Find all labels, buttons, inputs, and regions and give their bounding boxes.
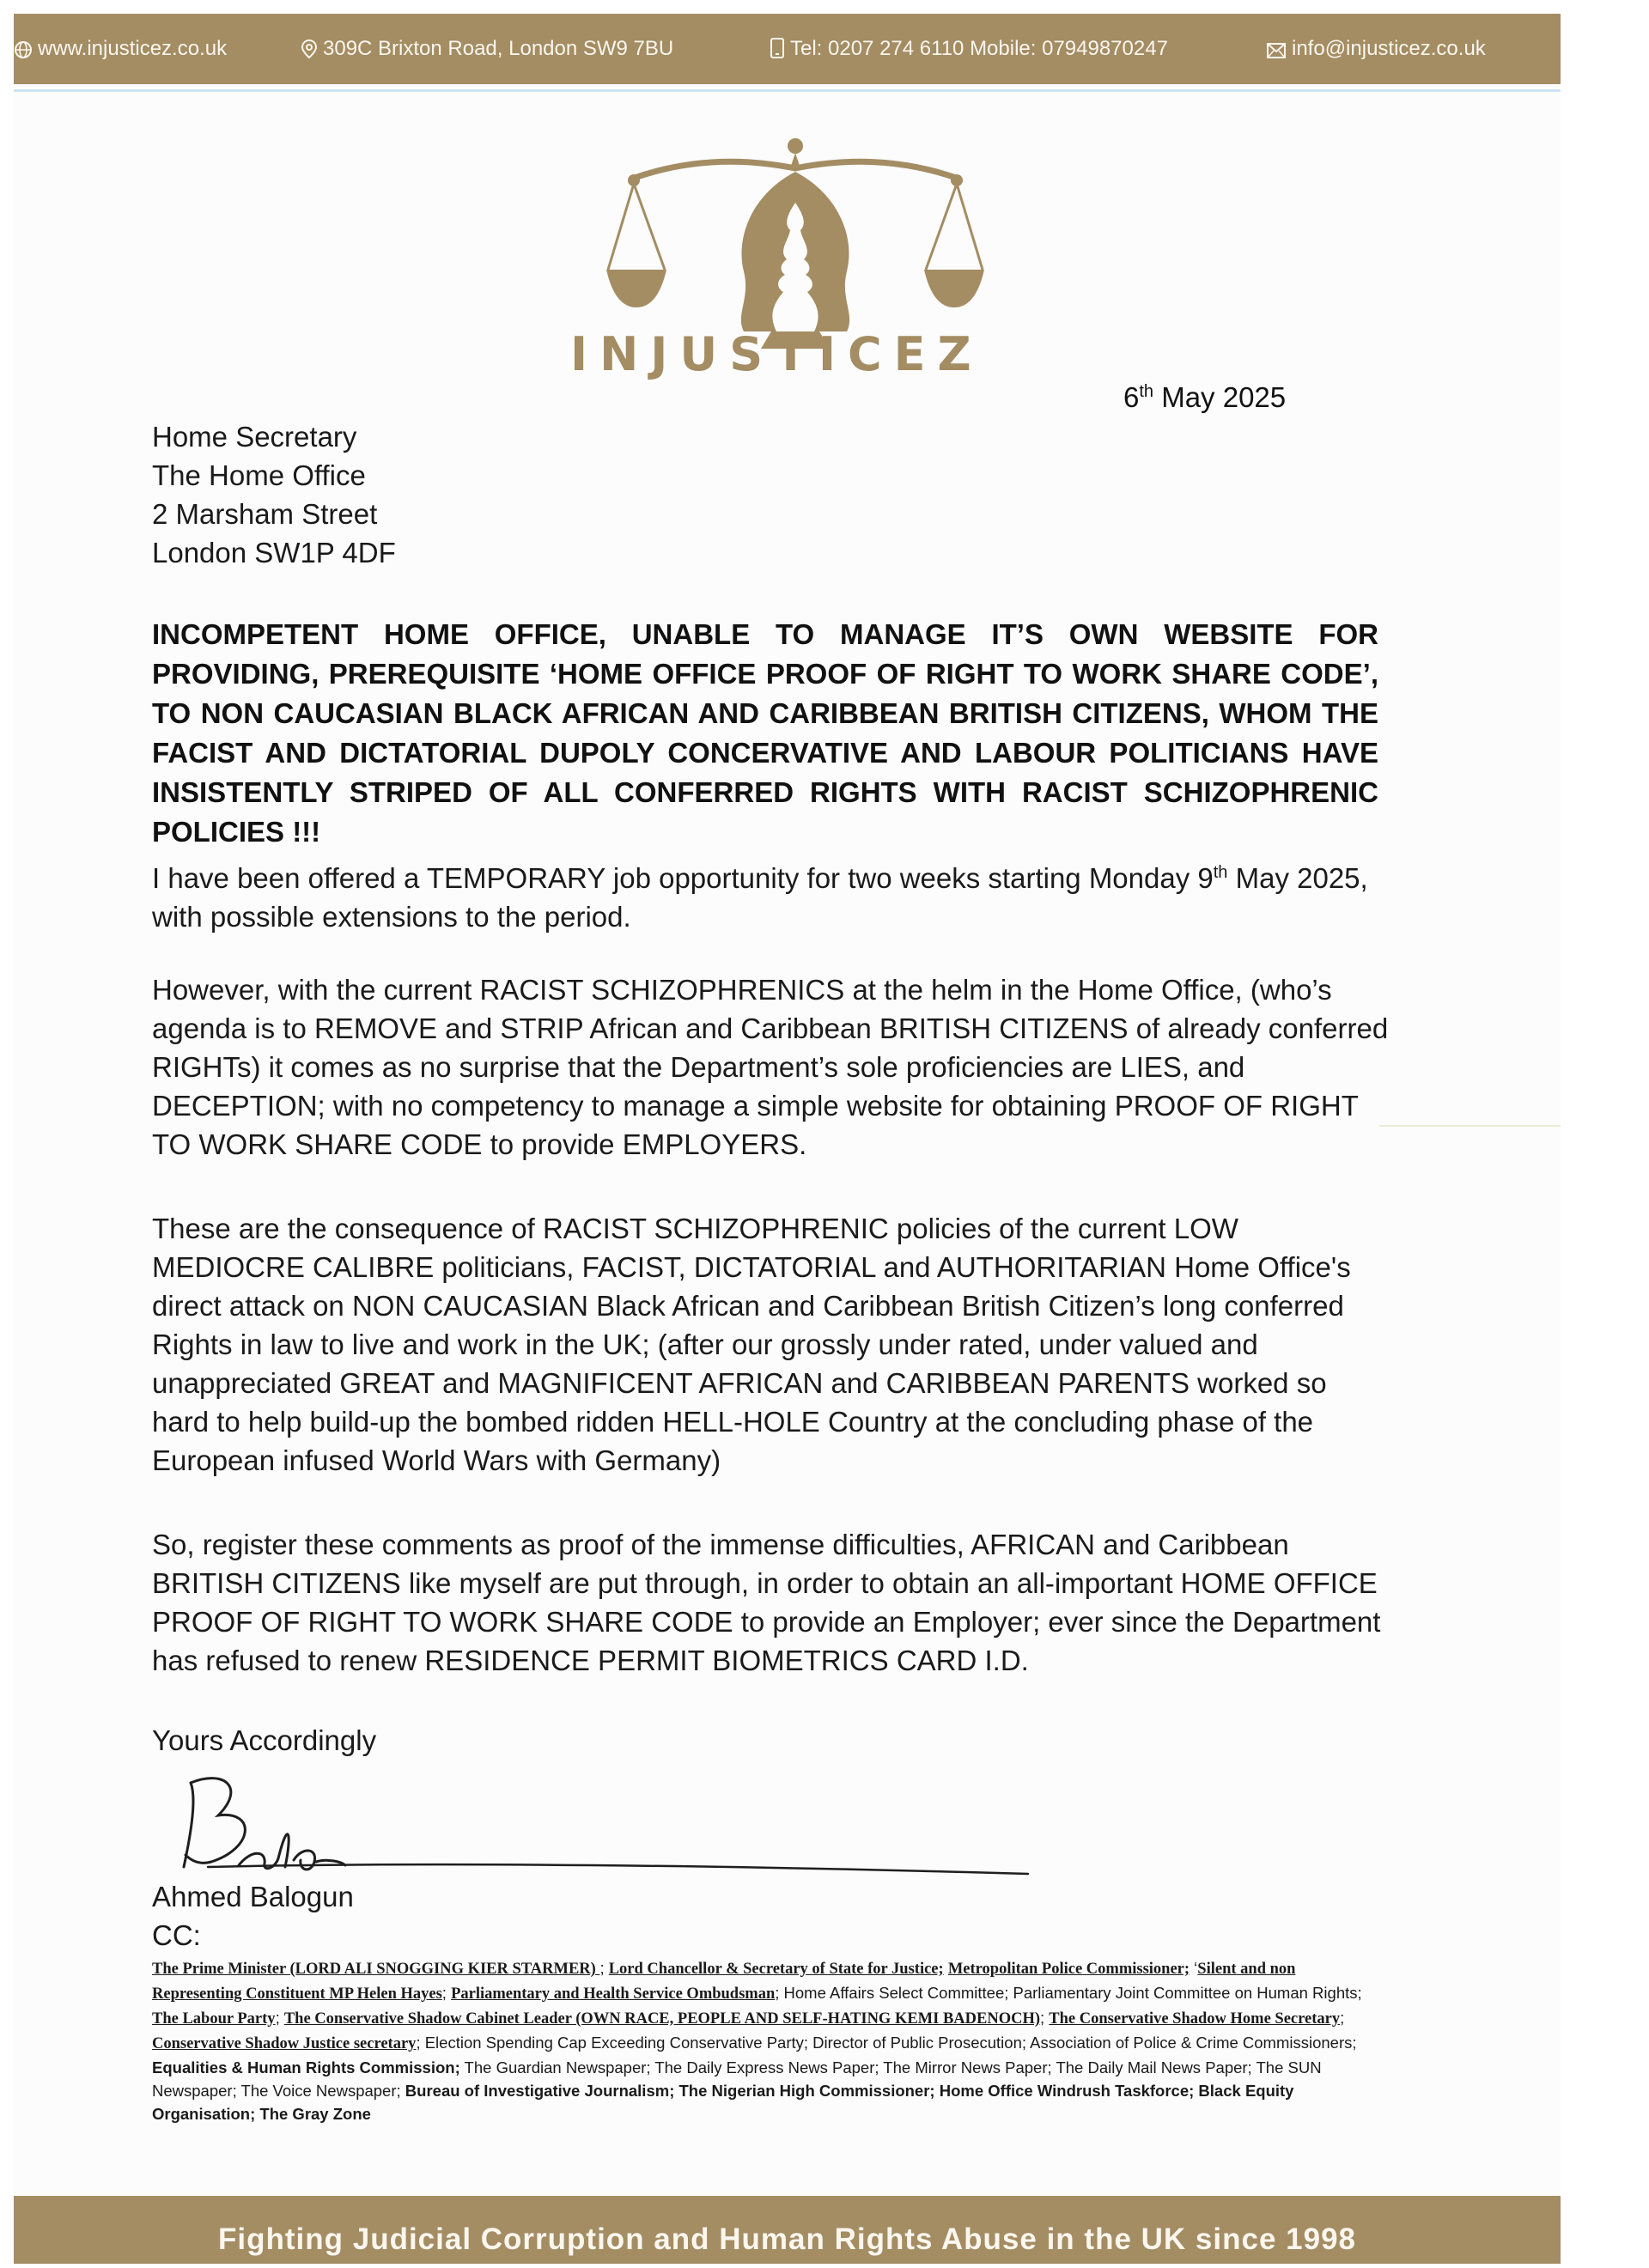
letter-page: [14, 14, 1561, 2264]
cc-recipient: Parliamentary and Health Service Ombudsman: [451, 1985, 776, 2003]
cc-recipient: Lord Chancellor & Secretary of State for Justice;: [608, 1961, 944, 1978]
cc-recipient: ;: [275, 2009, 284, 2027]
paragraph-text: I have been offered a TEMPORARY job opportunity for two weeks starting Monday 9: [152, 862, 1214, 894]
cc-recipient: The Conservative Shadow Cabinet Leader (OWN RACE, PEOPLE AND SELF-HATING KEMI BADENOCH): [283, 2010, 1041, 2028]
cc-recipient: Equalities & Human Rights Commission;: [152, 2058, 460, 2076]
location-pin-icon: [301, 39, 318, 59]
logo-wordmark: INJUSTICEZ: [570, 327, 983, 381]
recipient-line: 2 Marsham Street: [152, 498, 378, 530]
envelope-icon: [1266, 42, 1287, 59]
recipient-line: London SW1P 4DF: [152, 537, 396, 569]
cc-recipient: ‘: [1190, 1959, 1198, 1977]
recipient-address: [152, 417, 396, 572]
ordinal-suffix: th: [1213, 863, 1228, 882]
footer-tagline: Fighting Judicial Corruption and Human Rights Abuse in the UK since 1998: [218, 2222, 1356, 2256]
cc-recipient: Bureau of Investigative Journalism; The Nigerian High Commissioner; Home Office Windrush Taskforce; Black Equity Organisation; The Gray Zone: [152, 2082, 1294, 2123]
cc-recipient-list: [152, 1956, 1378, 2125]
header-divider: [14, 89, 1561, 92]
phone-text: Tel: 0207 274 6110 Mobile: 07949870247: [790, 37, 1168, 60]
letter-headline: INCOMPETENT HOME OFFICE, UNABLE TO MANAGE IT’S OWN WEBSITE FOR PROVIDING, PREREQUISITE ‘HOME OFFICE PROOF OF RIGHT TO WORK SHARE CODE’, TO NON CAUCASIAN BLACK AFRICAN AND CARIBBEAN BRITISH CITIZENS, WHOM THE FACIST AND DICTATORIAL DUPOLY CONCERVATIVE AND LABOUR POLITICIANS HAVE INSISTENTLY STRIPED OF ALL CONFERRED RIGHTS WITH RACIST SCHIZOPHRENIC POLICIES !!!: [152, 618, 1378, 848]
cc-recipient: ;: [1340, 2009, 1345, 2027]
cc-recipient: Conservative Shadow Justice secretary: [152, 2035, 417, 2052]
email-item[interactable]: [1266, 37, 1486, 61]
cc-recipient: Silent and non Representing Constituent MP Helen Hayes: [152, 1961, 1296, 2003]
address-text: 309C Brixton Road, London SW9 7BU: [323, 37, 674, 60]
page-margin: [1561, 0, 1649, 2268]
contact-header-band: [14, 14, 1561, 84]
phone-item: [770, 37, 1168, 61]
date-day: 6: [1123, 381, 1140, 413]
email-link[interactable]: info@injusticez.co.uk: [1292, 37, 1486, 60]
date-suffix: th: [1139, 382, 1154, 401]
date-month-year: May 2025: [1161, 381, 1287, 413]
cc-label: CC:: [152, 1919, 201, 1951]
recipient-line: Home Secretary: [152, 421, 357, 453]
address-item: [301, 37, 673, 61]
recipient-line: The Home Office: [152, 459, 366, 491]
website-link[interactable]: www.injusticez.co.uk: [38, 37, 228, 60]
paragraph-home-office: However, with the current RACIST SCHIZOPHRENICS at the helm in the Home Office, (who’s agenda is to REMOVE and STRIP African and Caribbean BRITISH CITIZENS of already conferred RIGHTs) it comes as no surprise that the Department’s sole proficiencies are LIES, and DECEPTION; with no competency to manage a simple website for obtaining PROOF OF RIGHT TO WORK SHARE CODE to provide EMPLOYERS.: [152, 974, 1389, 1160]
globe-icon: [14, 40, 33, 59]
signature-text: Balo: [208, 1826, 210, 1827]
cc-recipient: ; Election Spending Cap Exceeding Conservative Party; Director of Public Prosecution; Association of Police & Crime Commissioners;: [416, 2034, 1357, 2052]
cc-recipient: ;: [1040, 2009, 1050, 2027]
scan-artifact-line: [1379, 1125, 1561, 1127]
paragraph-register-comments: So, register these comments as proof of the immense difficulties, AFRICAN and Caribbean BRITISH CITIZENS like myself are put through, in order to obtain an all-important HOME OFFICE PROOF OF RIGHT TO WORK SHARE CODE to provide an Employer; ever since the Department has refused to renew RESIDENCE PERMIT BIOMETRICS CARD I.D.: [152, 1529, 1381, 1676]
cc-recipient: The Prime Minister (LORD ALI SNOGGING KIER STARMER): [152, 1961, 600, 1978]
signer-name: Ahmed Balogun: [152, 1881, 354, 1912]
cc-recipient: ; Home Affairs Select Committee; Parliamentary Joint Committee on Human Rights;: [775, 1984, 1362, 2002]
paragraph-consequences: These are the consequence of RACIST SCHIZOPHRENIC policies of the current LOW MEDIOCRE CALIBRE politicians, FACIST, DICTATORIAL and AUTHORITARIAN Home Office's direct attack on NON CAUCASIAN Black African and Caribbean British Citizen’s long conferred Rights in law to live and work in the UK; (after our grossly under rated, under valued and unappreciated GREAT and MAGNIFICENT AFRICAN and CARIBBEAN PARENTS worked so hard to help build-up the bombed ridden HELL-HOLE Country at the concluding phase of the European infused World Wars with Germany): [152, 1213, 1351, 1476]
cc-recipient: The Conservative Shadow Home Secretary: [1049, 2010, 1341, 2028]
mobile-phone-icon: [770, 37, 785, 59]
website-item[interactable]: [14, 37, 227, 61]
letter-date: [1123, 381, 1286, 414]
sign-off: Yours Accordingly: [152, 1724, 377, 1756]
cc-recipient: Metropolitan Police Commissioner;: [947, 1961, 1190, 1978]
cc-recipient: ;: [441, 1984, 452, 2002]
paragraph-text: May 2025, with possible extensions to the period.: [152, 862, 1368, 933]
cc-recipient: The Labour Party: [152, 2010, 276, 2028]
paragraph-job-offer: [152, 854, 1389, 936]
cc-recipient: The Guardian Newspaper; The Daily Express News Paper; The Mirror News Paper; The Daily Mail News Paper; The SUN Newspaper; The Voice Newspaper;: [152, 2058, 1322, 2100]
cc-recipient: ;: [599, 1959, 609, 1977]
